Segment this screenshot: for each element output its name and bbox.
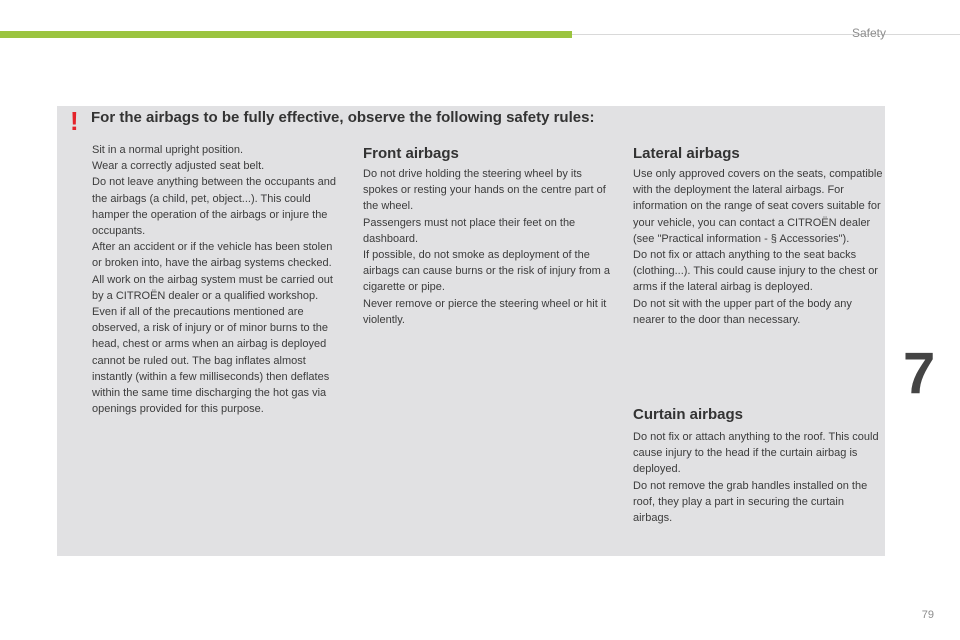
warning-icon: ! xyxy=(70,106,79,136)
rule-paragraph: After an accident or if the vehicle has been stolen or broken into, have the airbag systems checked. xyxy=(92,241,333,270)
lateral-paragraph: Do not fix or attach anything to the seat backs (clothing...). This could cause injury to the chest or arms if the lateral airbag is deployed. xyxy=(633,249,878,294)
curtain-airbags-column xyxy=(633,429,883,526)
lateral-paragraph: Use only approved covers on the seats, compatible with the deployment the lateral airbags. For information on the range of seat covers suitable for your vehicle, you can contact a CITROËN dealer (see "Practical information - § Accessories"). xyxy=(633,168,883,245)
panel-heading: For the airbags to be fully effective, observe the following safety rules: xyxy=(91,109,595,126)
front-paragraph: If possible, do not smoke as deployment of the airbags can cause burns or the risk of injury from a cigarette or pipe. xyxy=(363,249,611,294)
rule-paragraph: Even if all of the precautions mentioned are observed, a risk of injury or of minor burns to the head, chest or arms when an airbag is deployed cannot be ruled out. The bag inflates almost instantly (within a few milliseconds) then deflates within the same time discharging the hot gas via openings provided for this purpose. xyxy=(92,306,330,416)
general-rules-column xyxy=(92,142,344,417)
page-number: 79 xyxy=(921,609,934,621)
rule-paragraph: Do not leave anything between the occupants and the airbags (a child, pet, object...). This could hamper the operation of the airbags or injure the occupants. xyxy=(92,176,337,238)
header-rule xyxy=(572,34,960,35)
front-paragraph: Do not drive holding the steering wheel by its spokes or resting your hands on the centre part of the wheel. xyxy=(363,168,606,213)
lateral-airbags-title: Lateral airbags xyxy=(633,145,740,162)
front-airbags-column xyxy=(363,166,617,328)
chapter-number: 7 xyxy=(903,341,936,406)
section-accent-bar xyxy=(0,31,572,38)
curtain-airbags-title: Curtain airbags xyxy=(633,406,744,423)
lateral-paragraph: Do not sit with the upper part of the body any nearer to the door than necessary. xyxy=(633,297,852,326)
lateral-airbags-column xyxy=(633,166,883,328)
front-paragraph: Never remove or pierce the steering wheel or hit it violently. xyxy=(363,297,607,326)
front-paragraph: Passengers must not place their feet on the dashboard. xyxy=(363,216,576,245)
curtain-paragraph: Do not remove the grab handles installed on the roof, they play a part in securing the curtain airbags. xyxy=(633,479,868,525)
curtain-paragraph: Do not fix or attach anything to the roof. This could cause injury to the head if the curtain airbag is deployed. xyxy=(633,431,879,476)
rule-paragraph: Wear a correctly adjusted seat belt. xyxy=(92,160,265,173)
rule-paragraph: All work on the airbag system must be carried out by a CITROËN dealer or a qualified workshop. xyxy=(92,273,333,302)
section-title: Safety xyxy=(851,26,886,40)
front-airbags-title: Front airbags xyxy=(363,145,459,162)
rule-paragraph: Sit in a normal upright position. xyxy=(92,144,244,156)
